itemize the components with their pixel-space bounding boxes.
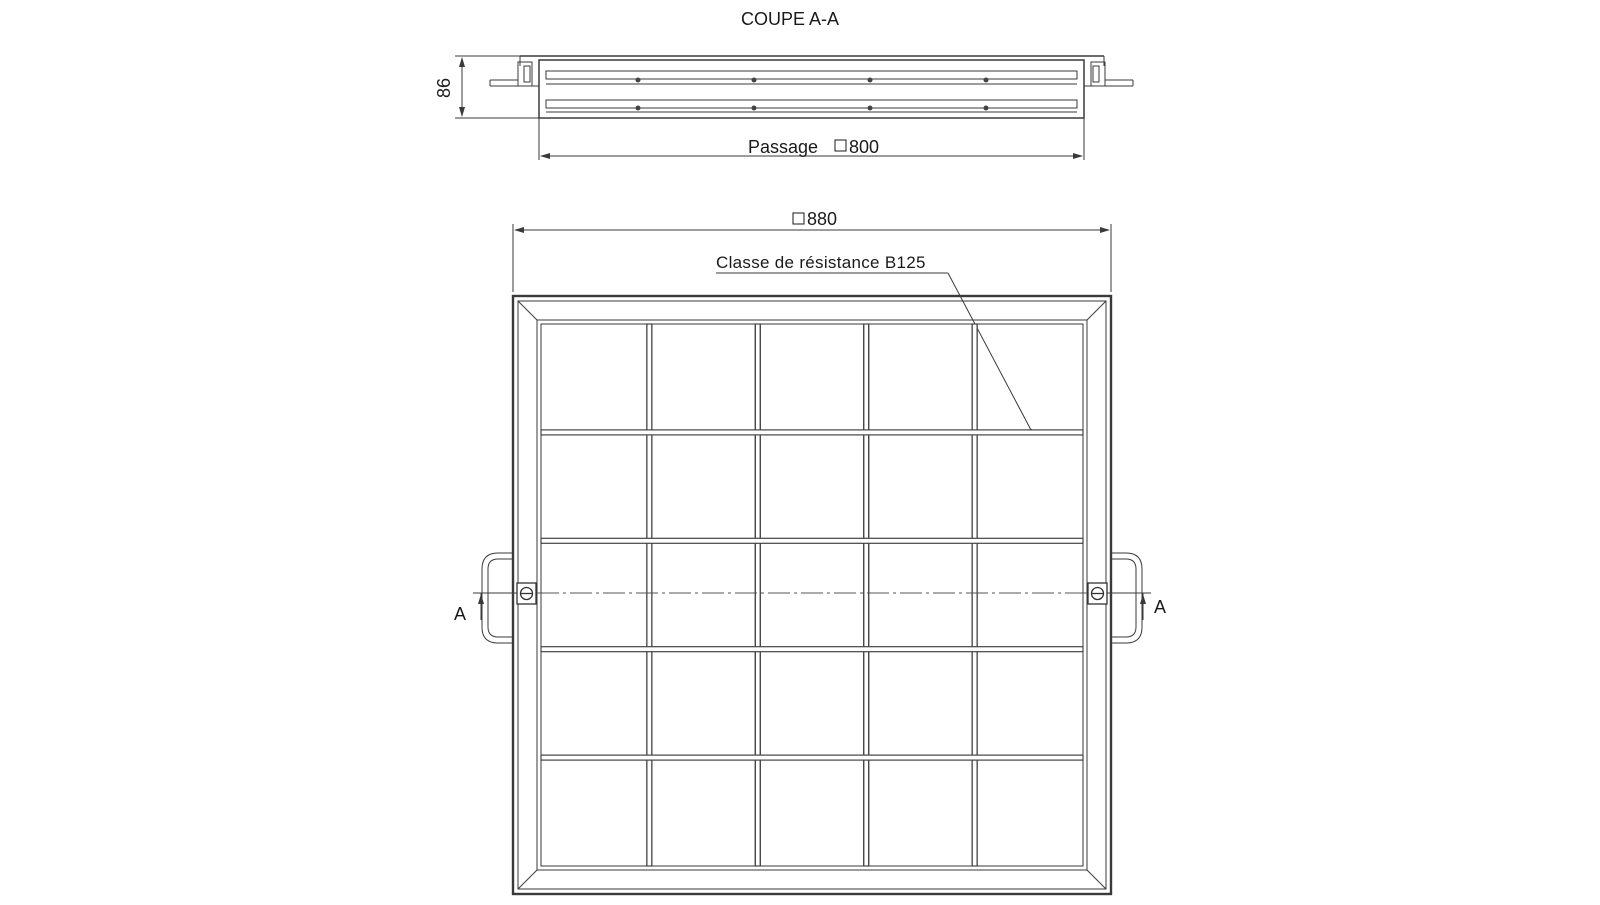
passage-dimension [539,118,1084,160]
section-frame-outer [539,60,1084,118]
grid-bar-horizontal [541,430,1083,435]
left-lock [517,583,536,604]
right-lock [1088,583,1107,604]
outer-dimension [513,209,1111,292]
section-left-lock [490,62,539,86]
square-symbol-outer [793,213,804,224]
grid-bar-vertical [647,324,652,866]
section-top-plate [546,71,1077,79]
section-bottom-plate [546,100,1077,108]
plan-view [454,209,1166,894]
section-right-lock [1084,62,1133,86]
grid-bar-horizontal [541,647,1083,652]
section-mark-right: A [1154,597,1167,617]
left-handle [482,553,513,643]
grid-bar-vertical [972,324,977,866]
section-title: COUPE A-A [740,9,840,29]
grid-bar-vertical [755,324,760,866]
section-mark-left: A [454,604,467,624]
cover-frame [513,296,1111,894]
section-rivets [636,78,989,111]
passage-value: 800 [849,137,880,157]
resistance-note [716,253,1033,433]
right-handle [1111,553,1142,643]
grid-bar-horizontal [541,538,1083,543]
square-symbol-passage [835,140,846,151]
grating-grid [541,324,1083,866]
passage-label: Passage [747,137,819,157]
section-view [434,9,1133,160]
section-line [454,593,1166,624]
grid-bar-horizontal [541,755,1083,760]
height-dimension [434,56,539,118]
outer-dim-value: 880 [807,209,838,229]
height-dim-value: 86 [434,77,454,99]
resistance-note-text: Classe de résistance B125 [716,253,926,272]
grid-bar-vertical [864,324,869,866]
